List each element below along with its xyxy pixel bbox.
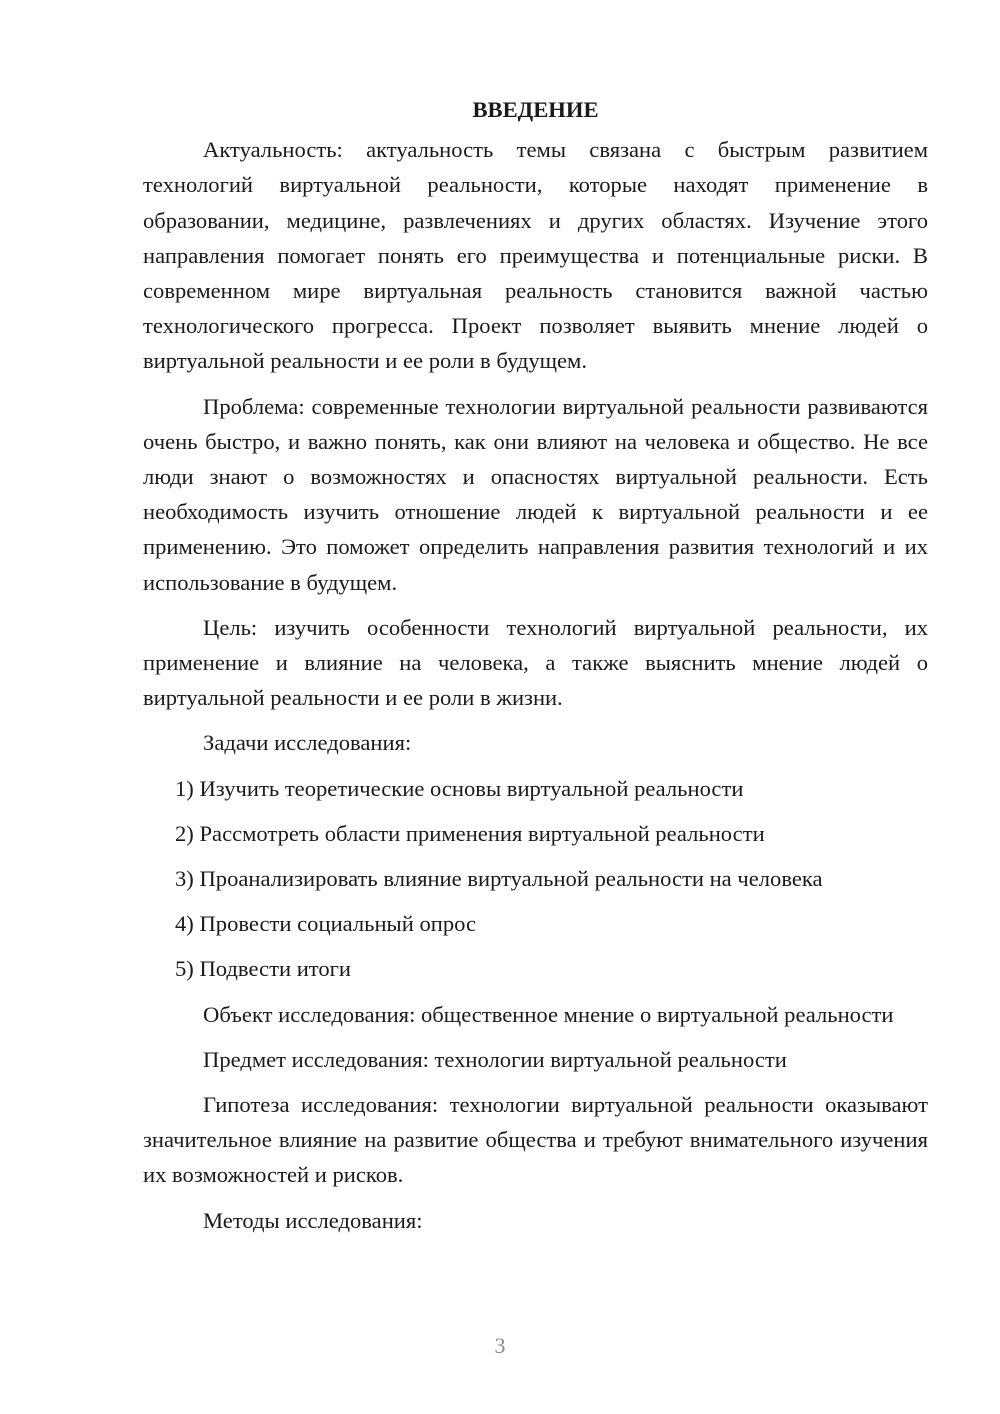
- list-item: 4) Провести социальный опрос: [175, 911, 477, 937]
- paragraph-goal: Цель: изучить особенности технологий виртуальной реальности, их применение и влияние на человека, а также выяснить мнение людей о виртуальной реальности и ее роли в жизни.: [143, 614, 928, 711]
- paragraph-hypothesis: Гипотеза исследования: технологии виртуальной реальности оказывают значительное влияние на развитие общества и требуют внимательного изучения их возможностей и рисков.: [143, 1092, 928, 1188]
- list-item: 2) Рассмотреть области применения виртуальной реальности: [175, 820, 765, 846]
- document-page: [143, 92, 928, 1248]
- paragraph-methods: Методы исследования:: [203, 1207, 423, 1233]
- section-heading: ВВЕДЕНИЕ: [472, 97, 599, 122]
- paragraph-problem: Проблема: современные технологии виртуальной реальности развиваются очень быстро, и важно понять, как они влияют на человека и общество. Не все люди знают о возможностях и опасностях виртуальной реальности. Есть необходимость изучить отношение людей к виртуальной реальности и ее применению. Это поможет определить направления развития технологий и их использование в будущем.: [143, 393, 928, 595]
- paragraph-subject: Предмет исследования: технологии виртуальной реальности: [203, 1046, 787, 1072]
- page-number: 3: [494, 1333, 506, 1358]
- paragraph-tasks-title: Задачи исследования:: [203, 730, 412, 756]
- list-item: 3) Проанализировать влияние виртуальной реальности на человека: [175, 866, 823, 892]
- paragraph-relevance: Актуальность: актуальность темы связана с быстрым развитием технологий виртуальной реальности, которые находят применение в образовании, медицине, развлечениях и других областях. Изучение этого направления помогает понять его преимущества и потенциальные риски. В современном мире виртуальная реальность становится важной частью технологического прогресса. Проект позволяет выявить мнение людей о виртуальной реальности и ее роли в будущем.: [143, 137, 928, 374]
- list-item: 5) Подвести итоги: [175, 956, 352, 982]
- list-item: 1) Изучить теоретические основы виртуальной реальности: [175, 775, 744, 801]
- paragraph-object: Объект исследования: общественное мнение о виртуальной реальности: [203, 1001, 894, 1027]
